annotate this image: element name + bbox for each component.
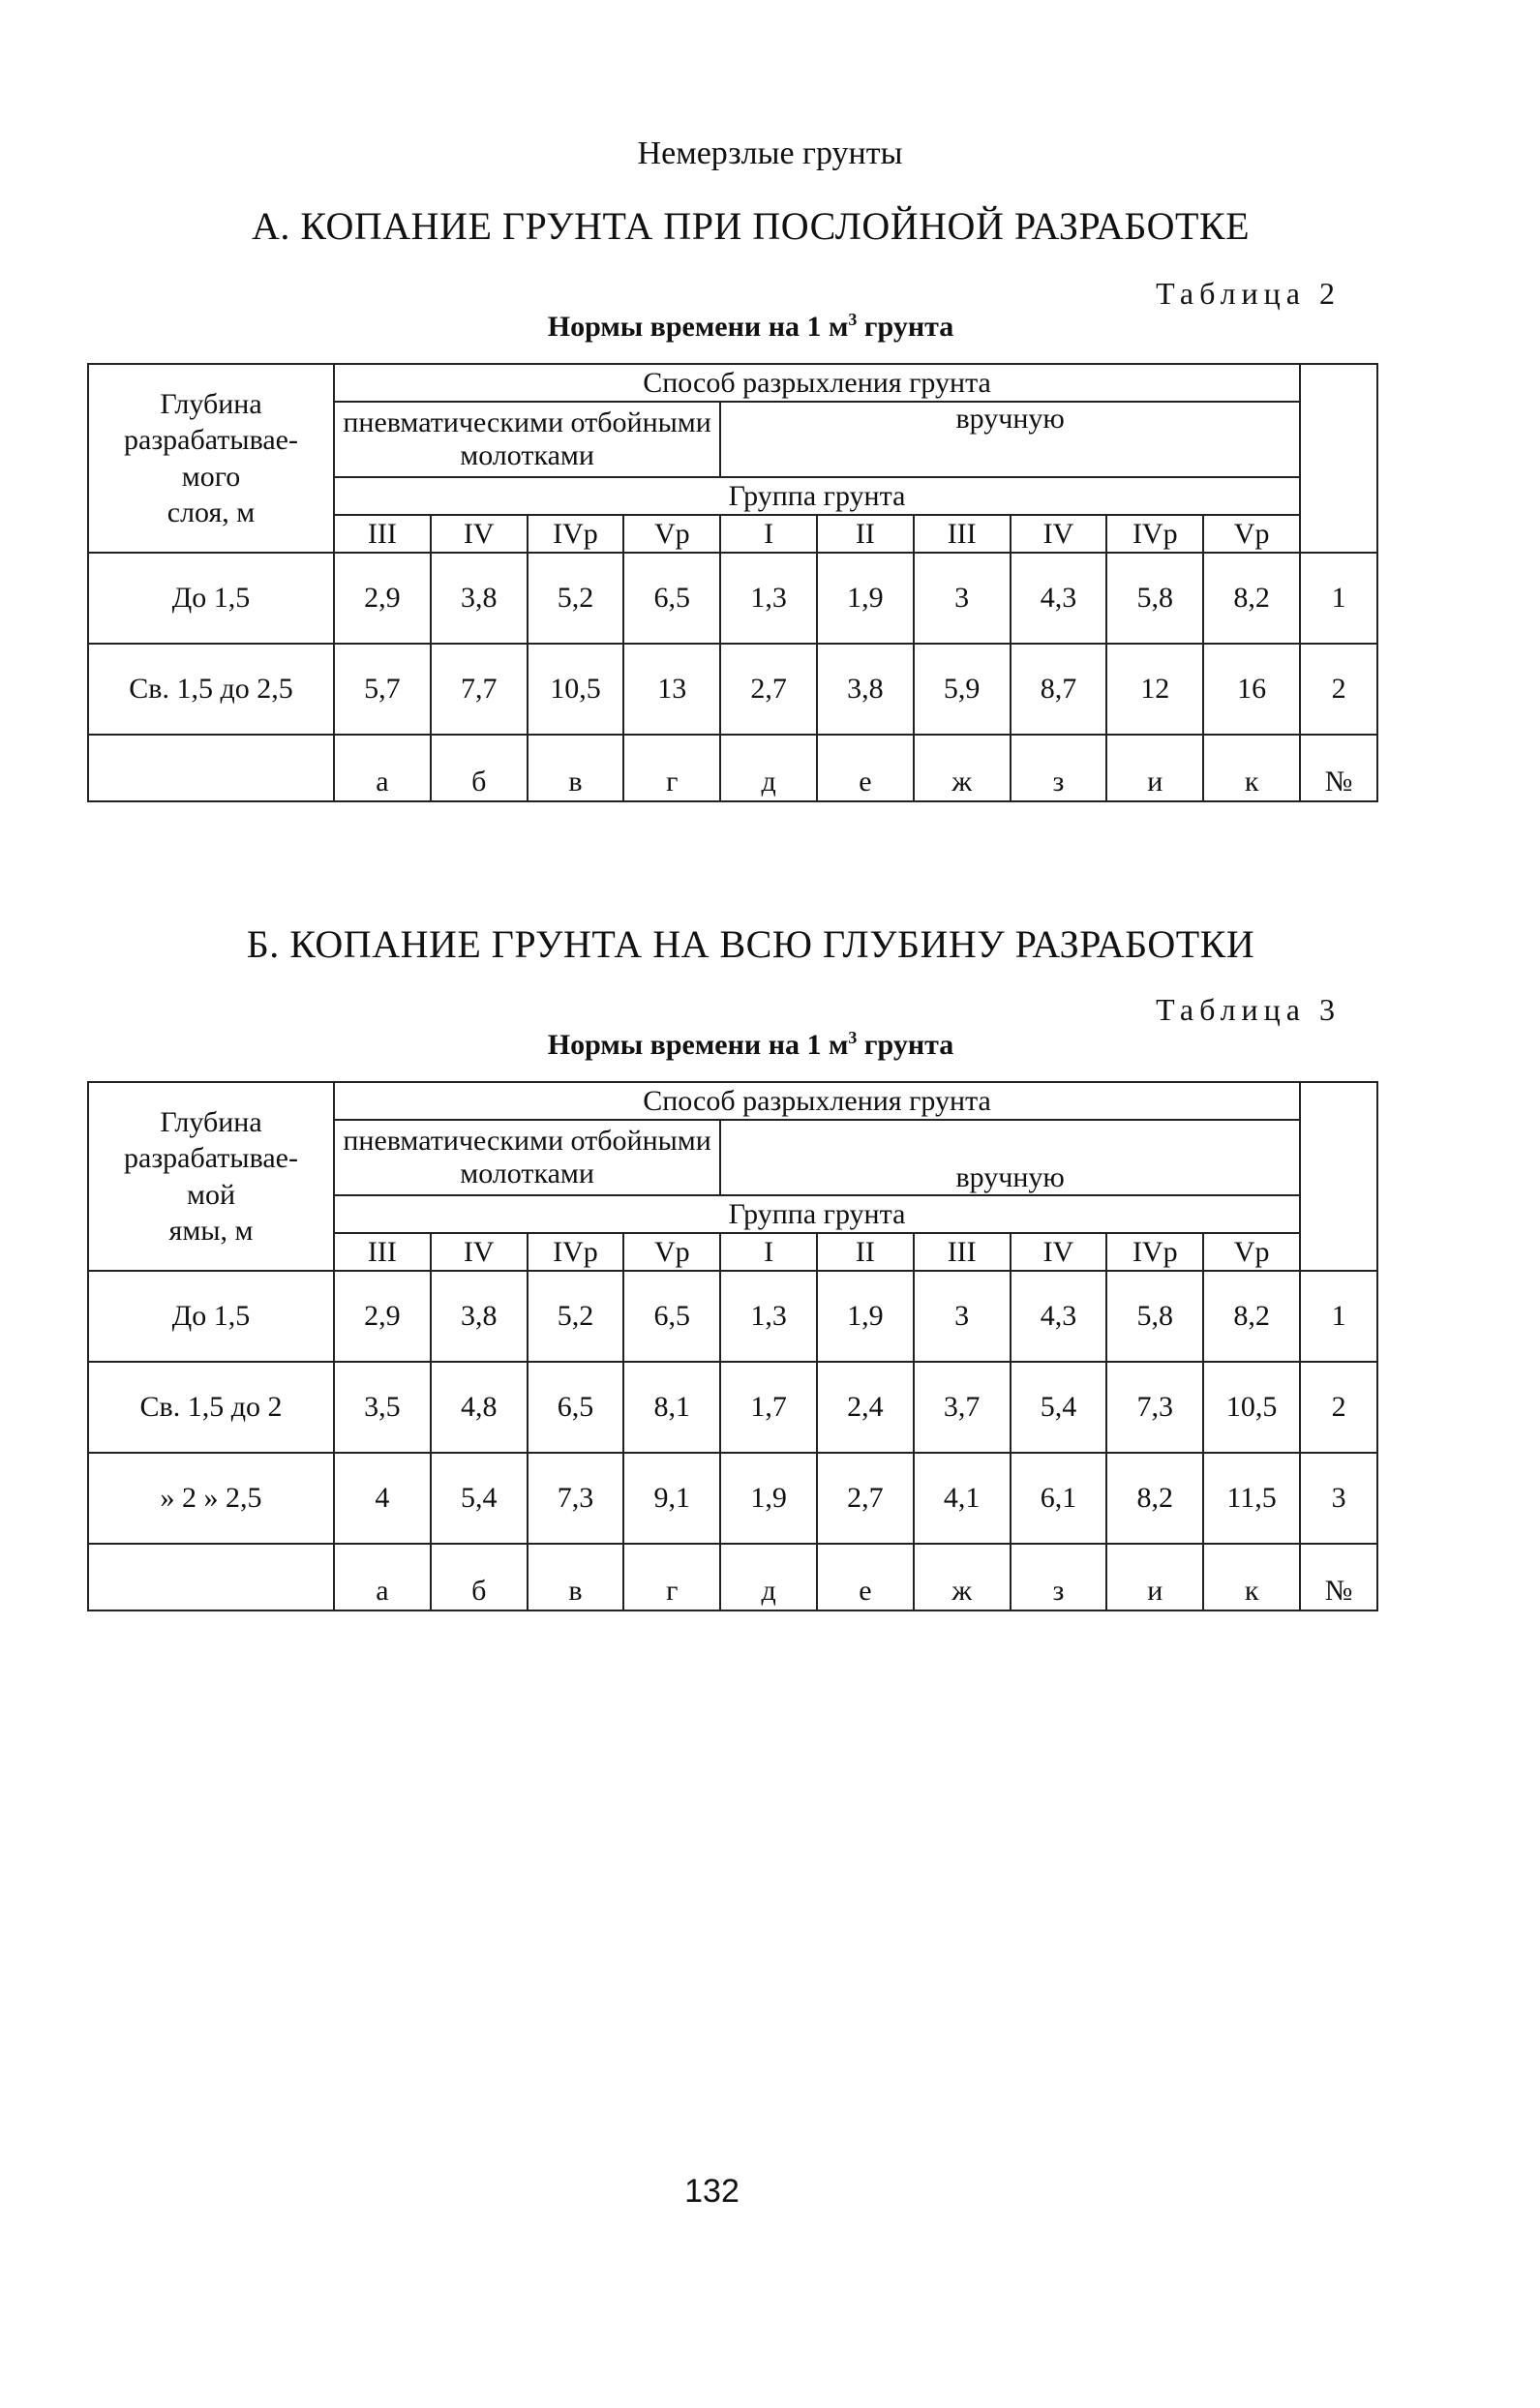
value-cell: 3,8 xyxy=(431,553,528,644)
column-letter-cell: ж xyxy=(914,735,1011,801)
value-cell: 6,5 xyxy=(528,1362,624,1453)
table-row xyxy=(88,1362,1377,1453)
column-letter-cell: з xyxy=(1011,735,1107,801)
group-cell: IV xyxy=(1011,515,1107,553)
letters-row xyxy=(88,735,1377,801)
letters-blank-cell xyxy=(88,1544,334,1610)
value-cell: 11,5 xyxy=(1203,1453,1300,1544)
value-cell: 5,7 xyxy=(334,644,431,735)
value-cell: 5,4 xyxy=(431,1453,528,1544)
value-cell: 3,8 xyxy=(431,1271,528,1362)
column-letter-cell: и xyxy=(1106,735,1203,801)
depth-header-line: Глубина xyxy=(160,387,262,420)
value-cell: 8,2 xyxy=(1203,553,1300,644)
value-cell: 4,3 xyxy=(1011,553,1107,644)
section-a-heading: А. КОПАНИЕ ГРУНТА ПРИ ПОСЛОЙНОЙ РАЗРАБОТКЕ xyxy=(251,204,1251,248)
depth-header xyxy=(88,364,334,553)
num-header-empty xyxy=(1300,364,1377,553)
value-cell: 4,3 xyxy=(1011,1271,1107,1362)
num-header-empty xyxy=(1300,1082,1377,1271)
value-cell: 8,2 xyxy=(1203,1271,1300,1362)
group-cell: I xyxy=(720,1233,817,1271)
value-cell: 1,7 xyxy=(720,1362,817,1453)
column-letter-cell: г xyxy=(623,735,720,801)
value-cell: 3,7 xyxy=(914,1362,1011,1453)
group-cell: IVр xyxy=(528,1233,624,1271)
column-letter-cell: е xyxy=(817,1544,914,1610)
value-cell: 8,1 xyxy=(623,1362,720,1453)
column-letter-cell: б xyxy=(431,1544,528,1610)
value-cell: 2,4 xyxy=(817,1362,914,1453)
group-cell: II xyxy=(817,1233,914,1271)
table-3-label: Таблица 3 xyxy=(1156,992,1341,1027)
value-cell: 4 xyxy=(334,1453,431,1544)
column-letter-cell: г xyxy=(623,1544,720,1610)
column-letter-cell: в xyxy=(528,1544,624,1610)
group-cell: IV xyxy=(431,515,528,553)
depth-header-line: ямы, м xyxy=(168,1215,254,1247)
row-number-cell: 1 xyxy=(1300,1271,1377,1362)
value-cell: 7,3 xyxy=(528,1453,624,1544)
value-cell: 1,9 xyxy=(720,1453,817,1544)
value-cell: 1,9 xyxy=(817,553,914,644)
value-cell: 1,3 xyxy=(720,1271,817,1362)
number-sign-cell: № xyxy=(1300,1544,1377,1610)
value-cell: 5,9 xyxy=(914,644,1011,735)
column-letter-cell: д xyxy=(720,1544,817,1610)
pneumatic-header: пневматическими отбойными молотками xyxy=(334,402,720,477)
value-cell: 5,2 xyxy=(528,1271,624,1362)
value-cell: 2,9 xyxy=(334,553,431,644)
row-number-cell: 2 xyxy=(1300,1362,1377,1453)
table-row xyxy=(88,644,1377,735)
group-cell: III xyxy=(914,515,1011,553)
pneumatic-header: пневматическими отбойными молотками xyxy=(334,1120,720,1195)
value-cell: 2,9 xyxy=(334,1271,431,1362)
row-number-cell: 3 xyxy=(1300,1453,1377,1544)
depth-header-line: Глубина xyxy=(160,1105,262,1138)
group-cell: Vр xyxy=(623,1233,720,1271)
column-letter-cell: в xyxy=(528,735,624,801)
group-cell: I xyxy=(720,515,817,553)
table-2-label: Таблица 2 xyxy=(1156,276,1341,311)
depth-cell: Св. 1,5 до 2,5 xyxy=(88,644,334,735)
column-letter-cell: ж xyxy=(914,1544,1011,1610)
value-cell: 6,5 xyxy=(623,1271,720,1362)
table-2-caption: Нормы времени на 1 $м^3$ грунта xyxy=(547,310,954,343)
group-cell: Vр xyxy=(623,515,720,553)
value-cell: 9,1 xyxy=(623,1453,720,1544)
depth-header xyxy=(88,1082,334,1271)
value-cell: 8,2 xyxy=(1106,1453,1203,1544)
page-subtitle: Немерзлые грунты xyxy=(637,135,903,171)
value-cell: 3 xyxy=(914,553,1011,644)
table-3-caption: Нормы времени на 1 $м^3$ грунта xyxy=(547,1028,954,1061)
page-number: 132 xyxy=(684,2173,740,2210)
depth-cell: До 1,5 xyxy=(88,553,334,644)
group-cell: IVр xyxy=(528,515,624,553)
value-cell: 10,5 xyxy=(528,644,624,735)
value-cell: 3,5 xyxy=(334,1362,431,1453)
value-cell: 5,8 xyxy=(1106,1271,1203,1362)
table-row xyxy=(88,553,1377,644)
depth-header-line: разрабатывае- xyxy=(124,424,298,456)
value-cell: 5,4 xyxy=(1011,1362,1107,1453)
table-row xyxy=(88,1271,1377,1362)
depth-cell: Св. 1,5 до 2 xyxy=(88,1362,334,1453)
group-cell: Vр xyxy=(1203,1233,1300,1271)
value-cell: 2,7 xyxy=(817,1453,914,1544)
depth-header-line: мой xyxy=(186,1178,236,1211)
group-header: Группа грунта xyxy=(334,477,1300,515)
group-cell: IV xyxy=(1011,1233,1107,1271)
value-cell: 12 xyxy=(1106,644,1203,735)
depth-header-line: слоя, м xyxy=(166,497,256,528)
value-cell: 4,1 xyxy=(914,1453,1011,1544)
value-cell: 3 xyxy=(914,1271,1011,1362)
method-header: Способ разрыхления грунта xyxy=(334,364,1300,402)
depth-cell: До 1,5 xyxy=(88,1271,334,1362)
value-cell: 10,5 xyxy=(1203,1362,1300,1453)
depth-cell: » 2 » 2,5 xyxy=(88,1453,334,1544)
table-3 xyxy=(87,1081,1378,1611)
column-letter-cell: и xyxy=(1106,1544,1203,1610)
value-cell: 16 xyxy=(1203,644,1300,735)
value-cell: 7,3 xyxy=(1106,1362,1203,1453)
group-cell: II xyxy=(817,515,914,553)
column-letter-cell: к xyxy=(1203,1544,1300,1610)
column-letter-cell: е xyxy=(817,735,914,801)
manual-header: вручную xyxy=(720,402,1300,477)
table-row xyxy=(88,1453,1377,1544)
column-letter-cell: а xyxy=(334,735,431,801)
value-cell: 4,8 xyxy=(431,1362,528,1453)
group-header: Группа грунта xyxy=(334,1195,1300,1233)
section-b-heading: Б. КОПАНИЕ ГРУНТА НА ВСЮ ГЛУБИНУ РАЗРАБОТКИ xyxy=(246,922,1255,966)
column-letter-cell: б xyxy=(431,735,528,801)
value-cell: 6,5 xyxy=(623,553,720,644)
value-cell: 1,3 xyxy=(720,553,817,644)
column-letter-cell: з xyxy=(1011,1544,1107,1610)
column-letter-cell: а xyxy=(334,1544,431,1610)
group-cell: IVр xyxy=(1106,1233,1203,1271)
value-cell: 5,8 xyxy=(1106,553,1203,644)
row-number-cell: 1 xyxy=(1300,553,1377,644)
depth-header-line: разрабатывае- xyxy=(124,1142,298,1174)
value-cell: 1,9 xyxy=(817,1271,914,1362)
value-cell: 6,1 xyxy=(1011,1453,1107,1544)
group-cell: III xyxy=(334,1233,431,1271)
value-cell: 7,7 xyxy=(431,644,528,735)
depth-header-line: мого xyxy=(181,460,241,493)
letters-blank-cell xyxy=(88,735,334,801)
value-cell: 5,2 xyxy=(528,553,624,644)
column-letter-cell: к xyxy=(1203,735,1300,801)
method-header: Способ разрыхления грунта xyxy=(334,1082,1300,1120)
value-cell: 13 xyxy=(623,644,720,735)
value-cell: 3,8 xyxy=(817,644,914,735)
letters-row xyxy=(88,1544,1377,1610)
group-cell: III xyxy=(914,1233,1011,1271)
group-cell: Vр xyxy=(1203,515,1300,553)
group-cell: IV xyxy=(431,1233,528,1271)
manual-header: вручную xyxy=(720,1120,1300,1195)
row-number-cell: 2 xyxy=(1300,644,1377,735)
number-sign-cell: № xyxy=(1300,735,1377,801)
value-cell: 2,7 xyxy=(720,644,817,735)
group-cell: III xyxy=(334,515,431,553)
group-cell: IVр xyxy=(1106,515,1203,553)
table-2 xyxy=(87,363,1378,802)
column-letter-cell: д xyxy=(720,735,817,801)
value-cell: 8,7 xyxy=(1011,644,1107,735)
